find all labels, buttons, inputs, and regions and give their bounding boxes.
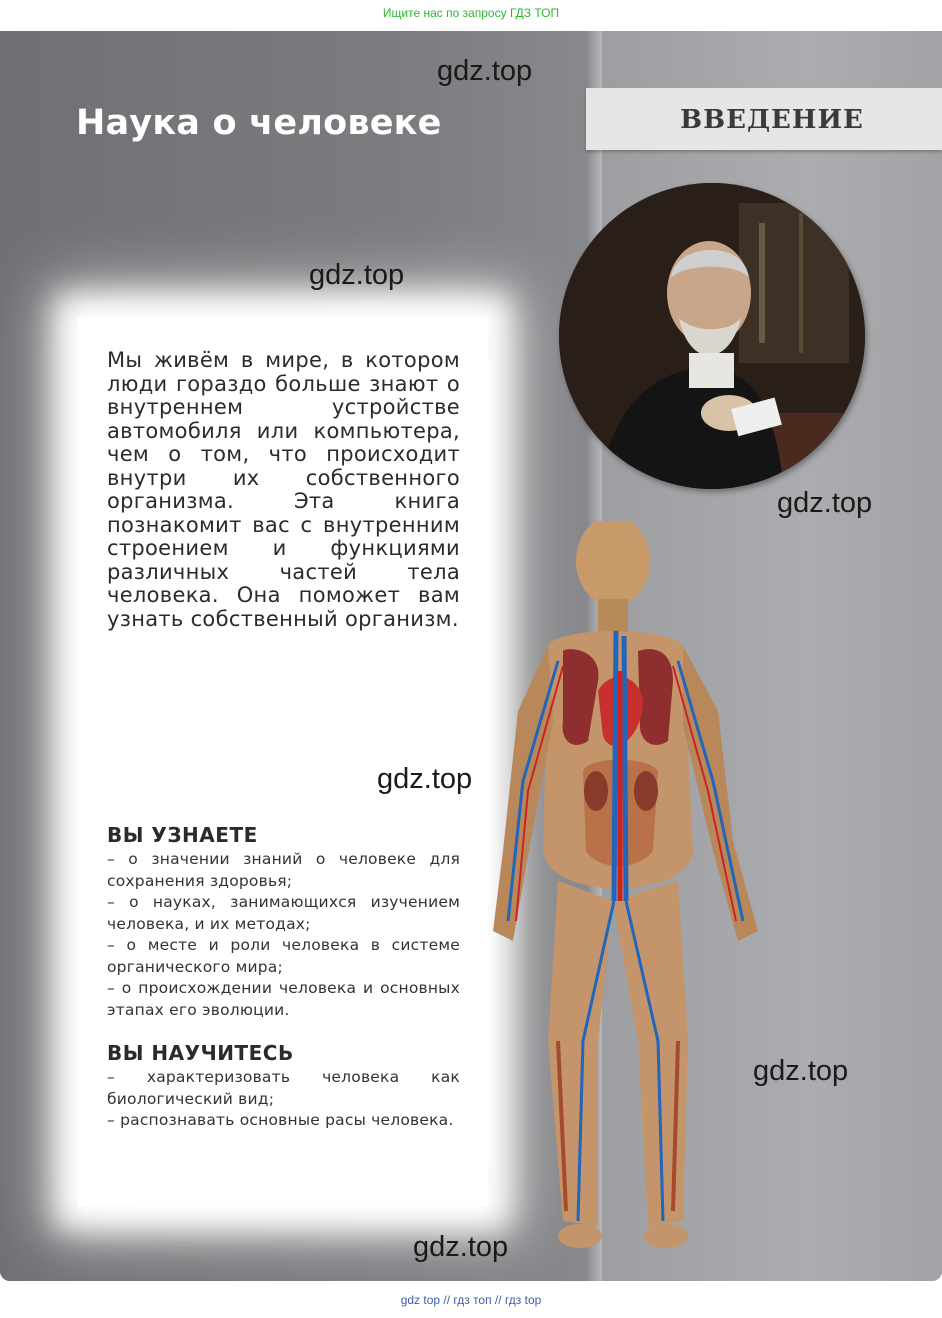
watermark: gdz.top (753, 1055, 849, 1087)
portrait-photo (559, 183, 865, 489)
learn-item: – о значении знаний о человеке для сохранения здоровья; (107, 850, 460, 890)
learn-item: – о месте и роли человека в системе органического мира; (107, 936, 460, 976)
page-title: Наука о человеке (76, 103, 442, 143)
intro-paragraph: Мы живём в мире, в котором люди гораздо больше знают о внутреннем устройстве автомобиля или компьютера, чем о том, что происходит внутри их собственного организма. Эта книга познакомит вас с внутренним строением и функциями различных частей тела человека. Она поможет вам узнать собственный организм. (107, 348, 460, 631)
watermark: gdz.top (437, 55, 533, 87)
textbook-page (0, 31, 942, 1281)
skills-heading: ВЫ НАУЧИТЕСЬ (107, 1041, 294, 1065)
learn-section (107, 823, 460, 1021)
footer-links[interactable]: gdz top // гдз топ // гдз top (400, 1293, 542, 1307)
section-band (586, 88, 942, 150)
top-note: Ищите нас по запросу ГДЗ ТОП (382, 6, 560, 20)
skills-item: – характеризовать человека как биологический вид; (107, 1068, 460, 1108)
learn-heading: ВЫ УЗНАЕТЕ (107, 823, 258, 847)
learn-item: – о происхождении человека и основных этапах его эволюции. (107, 979, 460, 1019)
anatomy-illustration (488, 521, 778, 1281)
skills-item: – распознавать основные расы человека. (107, 1111, 454, 1129)
section-label: ВВЕДЕНИЕ (680, 105, 864, 135)
watermark: gdz.top (413, 1231, 509, 1263)
learn-item: – о науках, занимающихся изучением человека, и их методах; (107, 893, 460, 933)
watermark: gdz.top (309, 259, 405, 291)
watermark: gdz.top (777, 487, 873, 519)
skills-section (107, 1041, 460, 1132)
watermark: gdz.top (377, 763, 473, 795)
